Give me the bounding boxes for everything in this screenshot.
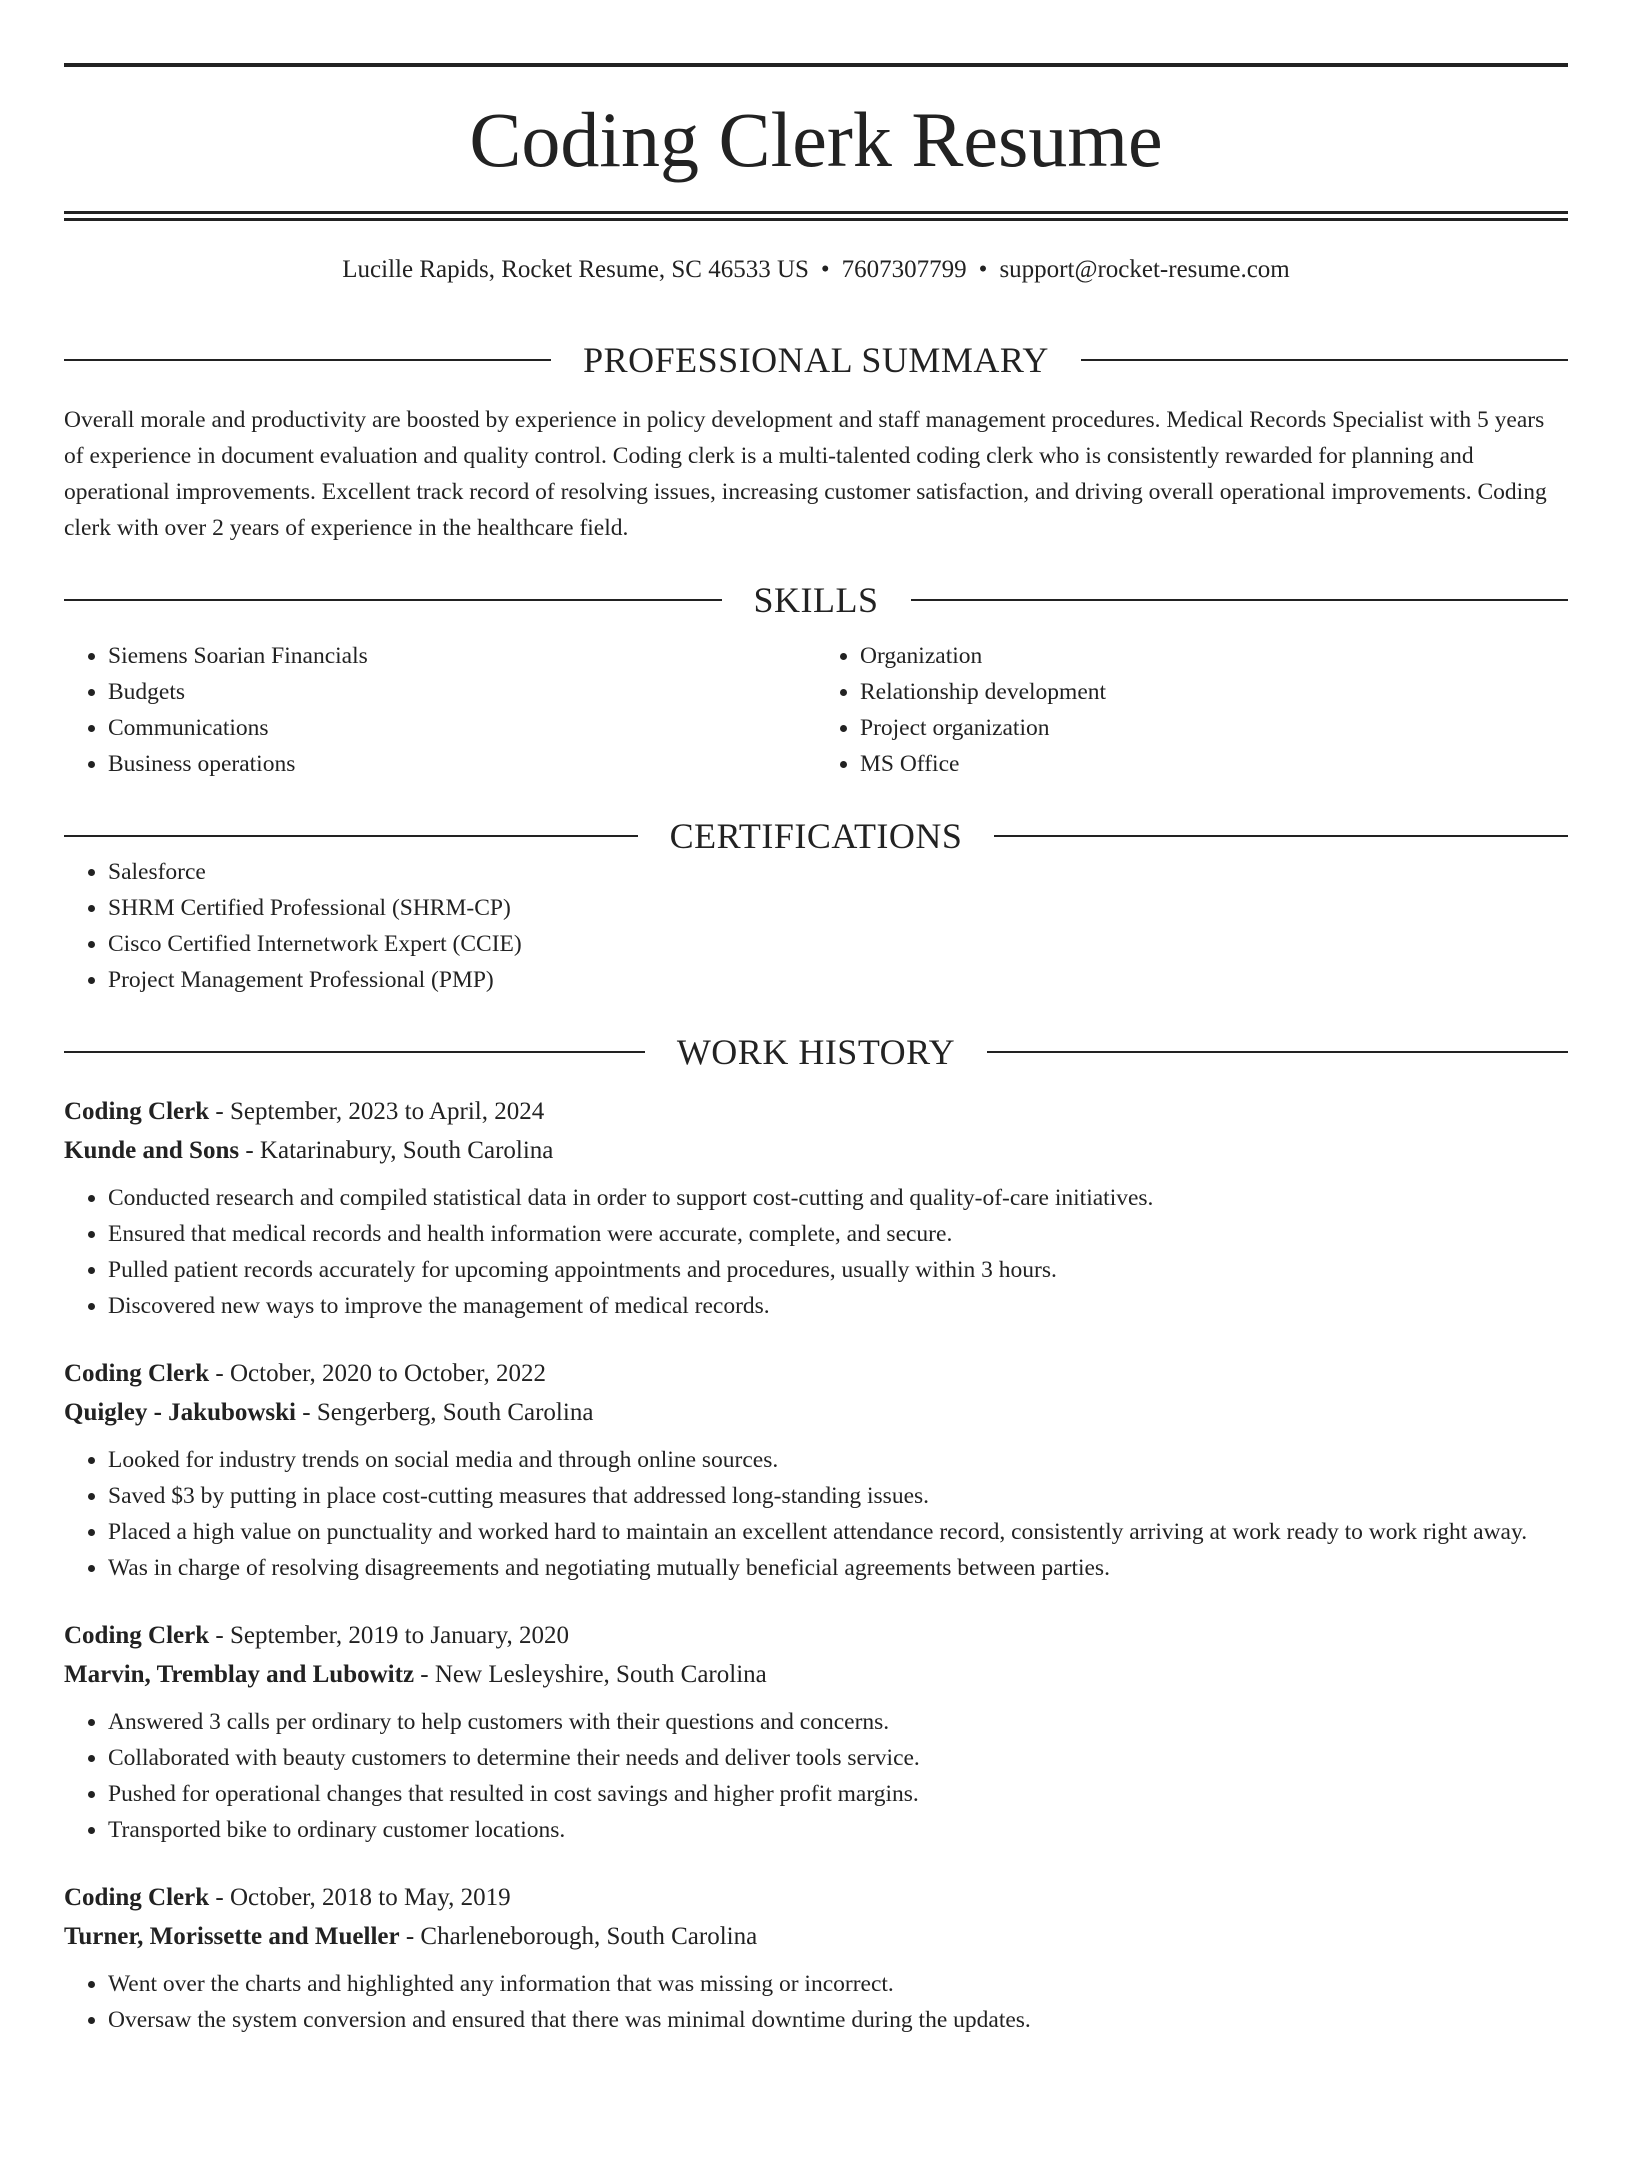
title-double-rule xyxy=(64,211,1568,221)
section-rule xyxy=(64,1051,645,1053)
section-rule xyxy=(911,599,1569,601)
job-location: - Katarinabury, South Carolina xyxy=(239,1137,554,1164)
job-entry xyxy=(64,1616,1568,1848)
contact-email: support@rocket-resume.com xyxy=(999,256,1290,283)
job-company: Turner, Morissette and Mueller xyxy=(64,1923,400,1950)
section-rule xyxy=(994,835,1568,837)
job-bullet: • Conducted research and compiled statistical data in order to support cost-cutting and quality-of-care initiatives. xyxy=(108,1180,1568,1216)
contact-separator: • xyxy=(820,256,830,283)
job-title: Coding Clerk xyxy=(64,1098,210,1125)
job-entry xyxy=(64,1354,1568,1586)
job-company: Kunde and Sons xyxy=(64,1137,240,1164)
job-company-line xyxy=(64,1917,1568,1956)
top-rule xyxy=(64,63,1568,67)
job-bullet: • Pushed for operational changes that resulted in cost savings and higher profit margins. xyxy=(108,1776,1568,1812)
section-rule xyxy=(64,835,638,837)
job-bullet: • Went over the charts and highlighted any information that was missing or incorrect. xyxy=(108,1966,1568,2002)
job-entry xyxy=(64,1092,1568,1324)
job-bullet: • Collaborated with beauty customers to determine their needs and deliver tools service. xyxy=(108,1740,1568,1776)
skill-item: • MS Office xyxy=(860,746,1568,782)
job-title-line xyxy=(64,1878,1568,1917)
job-entry xyxy=(64,1878,1568,2038)
skill-item: • Organization xyxy=(860,638,1568,674)
job-bullet: • Looked for industry trends on social media and through online sources. xyxy=(108,1442,1568,1478)
summary-section-title: PROFESSIONAL SUMMARY xyxy=(583,340,1049,380)
job-bullet: • Was in charge of resolving disagreements and negotiating mutually beneficial agreements between parties. xyxy=(108,1550,1568,1586)
certification-item: • Salesforce xyxy=(108,854,1568,890)
job-dates: - September, 2023 to April, 2024 xyxy=(209,1098,545,1125)
job-dates: - October, 2018 to May, 2019 xyxy=(209,1884,511,1911)
skills-grid xyxy=(64,638,1568,782)
job-company-line xyxy=(64,1393,1568,1432)
job-company: Quigley - Jakubowski xyxy=(64,1399,297,1426)
section-rule xyxy=(987,1051,1568,1053)
job-bullet: • Placed a high value on punctuality and worked hard to maintain an excellent attendance record, consistently arriving at work ready to work right away. xyxy=(108,1514,1568,1550)
work-section-header xyxy=(64,1034,1568,1070)
job-bullet: • Transported bike to ordinary customer locations. xyxy=(108,1812,1568,1848)
certifications-section-header xyxy=(64,818,1568,854)
summary-section-header xyxy=(64,342,1568,378)
contact-phone: 7607307799 xyxy=(841,256,967,283)
section-rule xyxy=(1081,359,1568,361)
skill-item: • Communications xyxy=(108,710,816,746)
job-title: Coding Clerk xyxy=(64,1622,210,1649)
skills-section-title: SKILLS xyxy=(753,580,879,620)
certification-item: • Project Management Professional (PMP) xyxy=(108,962,1568,998)
work-section-title: WORK HISTORY xyxy=(676,1032,956,1072)
job-title-line xyxy=(64,1354,1568,1393)
section-rule xyxy=(64,359,551,361)
certification-item: • Cisco Certified Internetwork Expert (CCIE) xyxy=(108,926,1568,962)
section-rule xyxy=(64,599,722,601)
job-title-line xyxy=(64,1092,1568,1131)
summary-text: Overall morale and productivity are boosted by experience in policy development and staff management procedures. Medical Records Specialist with 5 years of experience in document evaluation and quality control. Coding clerk is a multi-talented coding clerk who is consistently rewarded for planning and operational improvements. Excellent track record of resolving issues, increasing customer satisfaction, and driving overall operational improvements. Coding clerk with over 2 years of experience in the healthcare field. xyxy=(64,407,1547,541)
job-bullets xyxy=(64,1966,1568,2038)
skill-item: • Budgets xyxy=(108,674,816,710)
job-bullets xyxy=(64,1442,1568,1586)
page-title: Coding Clerk Resume xyxy=(469,96,1163,183)
job-location: - New Lesleyshire, South Carolina xyxy=(414,1661,767,1688)
job-bullet: • Oversaw the system conversion and ensured that there was minimal downtime during the updates. xyxy=(108,2002,1568,2038)
job-bullet: • Answered 3 calls per ordinary to help customers with their questions and concerns. xyxy=(108,1704,1568,1740)
skill-item: • Project organization xyxy=(860,710,1568,746)
certifications-section-title: CERTIFICATIONS xyxy=(669,816,963,856)
job-location: - Charleneborough, South Carolina xyxy=(399,1923,758,1950)
contact-line xyxy=(64,257,1568,282)
job-bullets xyxy=(64,1180,1568,1324)
job-title: Coding Clerk xyxy=(64,1884,210,1911)
job-company-line xyxy=(64,1655,1568,1694)
skill-item: • Business operations xyxy=(108,746,816,782)
contact-address: Lucille Rapids, Rocket Resume, SC 46533 US xyxy=(342,256,809,283)
job-company-line xyxy=(64,1131,1568,1170)
job-title: Coding Clerk xyxy=(64,1360,210,1387)
job-bullet: • Ensured that medical records and health information were accurate, complete, and secure. xyxy=(108,1216,1568,1252)
job-bullets xyxy=(64,1704,1568,1848)
skill-item: • Relationship development xyxy=(860,674,1568,710)
job-company: Marvin, Tremblay and Lubowitz xyxy=(64,1661,415,1688)
skills-section-header xyxy=(64,582,1568,618)
skill-item: • Siemens Soarian Financials xyxy=(108,638,816,674)
contact-separator: • xyxy=(978,256,988,283)
job-bullet: • Pulled patient records accurately for upcoming appointments and procedures, usually within 3 hours. xyxy=(108,1252,1568,1288)
job-bullet: • Discovered new ways to improve the management of medical records. xyxy=(108,1288,1568,1324)
job-dates: - September, 2019 to January, 2020 xyxy=(209,1622,569,1649)
job-title-line xyxy=(64,1616,1568,1655)
certifications-list xyxy=(64,854,1568,998)
job-bullet: • Saved $3 by putting in place cost-cutting measures that addressed long-standing issues. xyxy=(108,1478,1568,1514)
skills-list-left xyxy=(64,638,816,782)
job-dates: - October, 2020 to October, 2022 xyxy=(209,1360,546,1387)
certification-item: • SHRM Certified Professional (SHRM-CP) xyxy=(108,890,1568,926)
resume-page xyxy=(0,63,1632,2038)
job-location: - Sengerberg, South Carolina xyxy=(296,1399,594,1426)
skills-list-right xyxy=(816,638,1568,782)
